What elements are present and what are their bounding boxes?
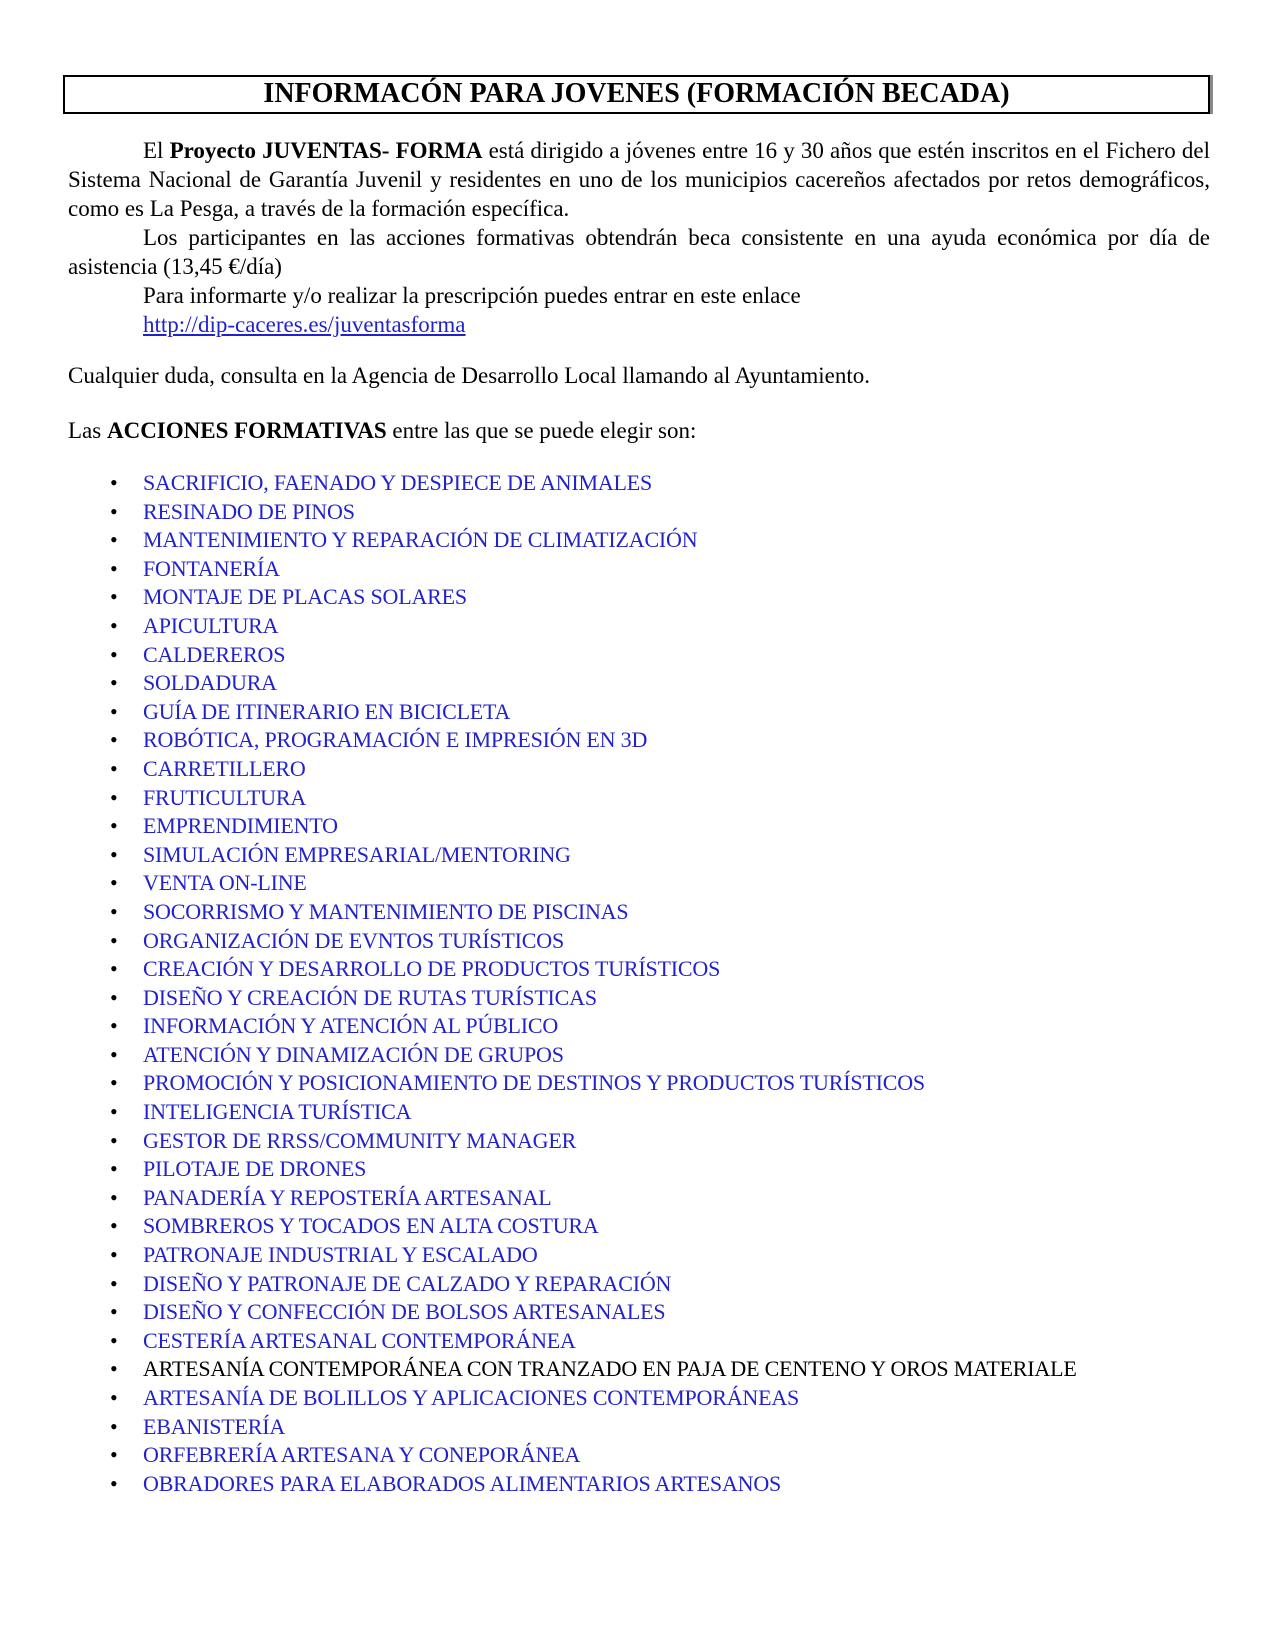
training-action-item bbox=[68, 1270, 1210, 1299]
training-action-item bbox=[68, 1212, 1210, 1241]
training-action-item bbox=[68, 869, 1210, 898]
training-action-label: PROMOCIÓN Y POSICIONAMIENTO DE DESTINOS Y PRODUCTOS TURÍSTICOS bbox=[143, 1070, 925, 1096]
training-action-label: ROBÓTICA, PROGRAMACIÓN E IMPRESIÓN EN 3D bbox=[143, 727, 648, 753]
document-body bbox=[68, 136, 1210, 1498]
training-action-label: SOLDADURA bbox=[143, 670, 277, 696]
training-action-item bbox=[68, 1413, 1210, 1442]
training-action-label: CESTERÍA ARTESANAL CONTEMPORÁNEA bbox=[143, 1327, 576, 1353]
training-action-label: VENTA ON-LINE bbox=[143, 870, 307, 896]
training-action-label: EBANISTERÍA bbox=[143, 1413, 286, 1439]
training-action-label: SOMBREROS Y TOCADOS EN ALTA COSTURA bbox=[143, 1213, 599, 1239]
training-action-item bbox=[68, 1384, 1210, 1413]
training-action-item bbox=[68, 1155, 1210, 1184]
training-action-label: ARTESANÍA DE BOLILLOS Y APLICACIONES CONTEMPORÁNEAS bbox=[143, 1385, 800, 1410]
training-action-label: PANADERÍA Y REPOSTERÍA ARTESANAL bbox=[143, 1184, 552, 1210]
training-action-item bbox=[68, 1127, 1210, 1156]
paragraph-text: El bbox=[143, 138, 170, 163]
training-action-item bbox=[68, 1470, 1210, 1499]
training-action-item bbox=[68, 1012, 1210, 1041]
training-action-item bbox=[68, 898, 1210, 927]
training-action-item bbox=[68, 812, 1210, 841]
paragraph-list-intro bbox=[68, 416, 1210, 445]
link-line bbox=[68, 310, 1210, 339]
training-action-label: PATRONAJE INDUSTRIAL Y ESCALADO bbox=[143, 1242, 538, 1268]
training-action-label: APICULTURA bbox=[143, 612, 279, 638]
training-action-label: EMPRENDIMIENTO bbox=[143, 813, 338, 839]
training-action-label: SIMULACIÓN EMPRESARIAL/MENTORING bbox=[143, 841, 571, 867]
training-action-item bbox=[68, 583, 1210, 612]
training-action-label: DISEÑO Y PATRONAJE DE CALZADO Y REPARACIÓN bbox=[143, 1270, 672, 1296]
training-action-label: GESTOR DE RRSS/COMMUNITY MANAGER bbox=[143, 1127, 577, 1153]
paragraph-text: entre las que se puede elegir son: bbox=[386, 418, 697, 443]
training-action-item bbox=[68, 1241, 1210, 1270]
training-action-label: DISEÑO Y CONFECCIÓN DE BOLSOS ARTESANALES bbox=[143, 1299, 666, 1325]
paragraph-grant-info: Los participantes en las acciones formativas obtendrán beca consistente en una ayuda económica por día de asistencia (13,45 €/día) bbox=[68, 225, 1210, 279]
training-action-item bbox=[68, 1069, 1210, 1098]
training-action-item bbox=[68, 927, 1210, 956]
paragraph-contact-info: Cualquier duda, consulta en la Agencia de Desarrollo Local llamando al Ayuntamiento. bbox=[68, 363, 871, 388]
training-action-label: OBRADORES PARA ELABORADOS ALIMENTARIOS ARTESANOS bbox=[143, 1470, 782, 1496]
training-actions-list bbox=[68, 469, 1210, 1498]
project-name-bold: Proyecto JUVENTAS- FORMA bbox=[169, 138, 483, 163]
training-action-label: ATENCIÓN Y DINAMIZACIÓN DE GRUPOS bbox=[143, 1041, 564, 1067]
training-action-label: PILOTAJE DE DRONES bbox=[143, 1156, 367, 1182]
training-action-label: ORGANIZACIÓN DE EVNTOS TURÍSTICOS bbox=[143, 927, 564, 953]
title-box bbox=[63, 75, 1210, 114]
training-action-label: CARRETILLERO bbox=[143, 755, 306, 781]
paragraph-text: está dirigido a jóvenes entre 16 y 30 años que estén inscritos en el Fichero del Sistema Nacional de Garantía Juvenil y residentes en uno de los municipios cacereños afectados por retos demográficos, como es La Pesga, a través de la formación específica. bbox=[68, 138, 1211, 221]
training-action-label: GUÍA DE ITINERARIO EN BICICLETA bbox=[143, 698, 511, 724]
training-action-item bbox=[68, 641, 1210, 670]
training-action-item bbox=[68, 841, 1210, 870]
training-action-label: CALDEREROS bbox=[143, 641, 286, 667]
training-action-item bbox=[68, 698, 1210, 727]
training-action-label: MONTAJE DE PLACAS SOLARES bbox=[143, 584, 467, 610]
training-action-item bbox=[68, 755, 1210, 784]
training-action-label: ORFEBRERÍA ARTESANA Y CONEPORÁNEA bbox=[143, 1442, 581, 1468]
training-action-item bbox=[68, 1184, 1210, 1213]
paragraph-enrollment-info: Para informarte y/o realizar la prescripción puedes entrar en este enlace bbox=[143, 283, 801, 308]
training-action-item bbox=[68, 984, 1210, 1013]
training-action-label: CREACIÓN Y DESARROLLO DE PRODUCTOS TURÍSTICOS bbox=[143, 956, 721, 982]
training-action-label: DISEÑO Y CREACIÓN DE RUTAS TURÍSTICAS bbox=[143, 984, 597, 1010]
training-action-label: INTELIGENCIA TURÍSTICA bbox=[143, 1099, 412, 1125]
training-action-item bbox=[68, 1098, 1210, 1127]
training-action-label: FONTANERÍA bbox=[143, 555, 280, 581]
training-action-label: FRUTICULTURA bbox=[143, 784, 307, 810]
training-action-item bbox=[68, 555, 1210, 584]
training-action-item bbox=[68, 955, 1210, 984]
training-action-label: RESINADO DE PINOS bbox=[143, 498, 355, 524]
training-action-label: SOCORRISMO Y MANTENIMIENTO DE PISCINAS bbox=[143, 898, 629, 924]
training-action-label: SACRIFICIO, FAENADO Y DESPIECE DE ANIMALES bbox=[143, 470, 653, 495]
page-title: INFORMACÓN PARA JOVENES (FORMACIÓN BECADA) bbox=[263, 78, 1010, 109]
training-action-item bbox=[68, 1041, 1210, 1070]
training-action-item bbox=[68, 526, 1210, 555]
acciones-formativas-bold: ACCIONES FORMATIVAS bbox=[106, 418, 387, 443]
training-action-item bbox=[68, 469, 1210, 498]
training-action-item bbox=[68, 1441, 1210, 1470]
training-action-item bbox=[68, 498, 1210, 527]
paragraph-project-description bbox=[68, 136, 1210, 223]
training-action-item bbox=[68, 726, 1210, 755]
training-action-item bbox=[68, 612, 1210, 641]
training-action-label: MANTENIMIENTO Y REPARACIÓN DE CLIMATIZACIÓN bbox=[143, 527, 698, 553]
paragraph-text: Las bbox=[68, 418, 107, 443]
training-action-label: ARTESANÍA CONTEMPORÁNEA CON TRANZADO EN PAJA DE CENTENO Y OROS MATERIALE bbox=[143, 1356, 1077, 1382]
training-action-item bbox=[68, 1298, 1210, 1327]
training-action-item bbox=[68, 1355, 1210, 1384]
training-action-item bbox=[68, 784, 1210, 813]
training-action-label: INFORMACIÓN Y ATENCIÓN AL PÚBLICO bbox=[143, 1013, 559, 1039]
juventasforma-link[interactable]: http://dip-caceres.es/juventasforma bbox=[143, 312, 466, 337]
training-action-item bbox=[68, 1327, 1210, 1356]
training-action-item bbox=[68, 669, 1210, 698]
